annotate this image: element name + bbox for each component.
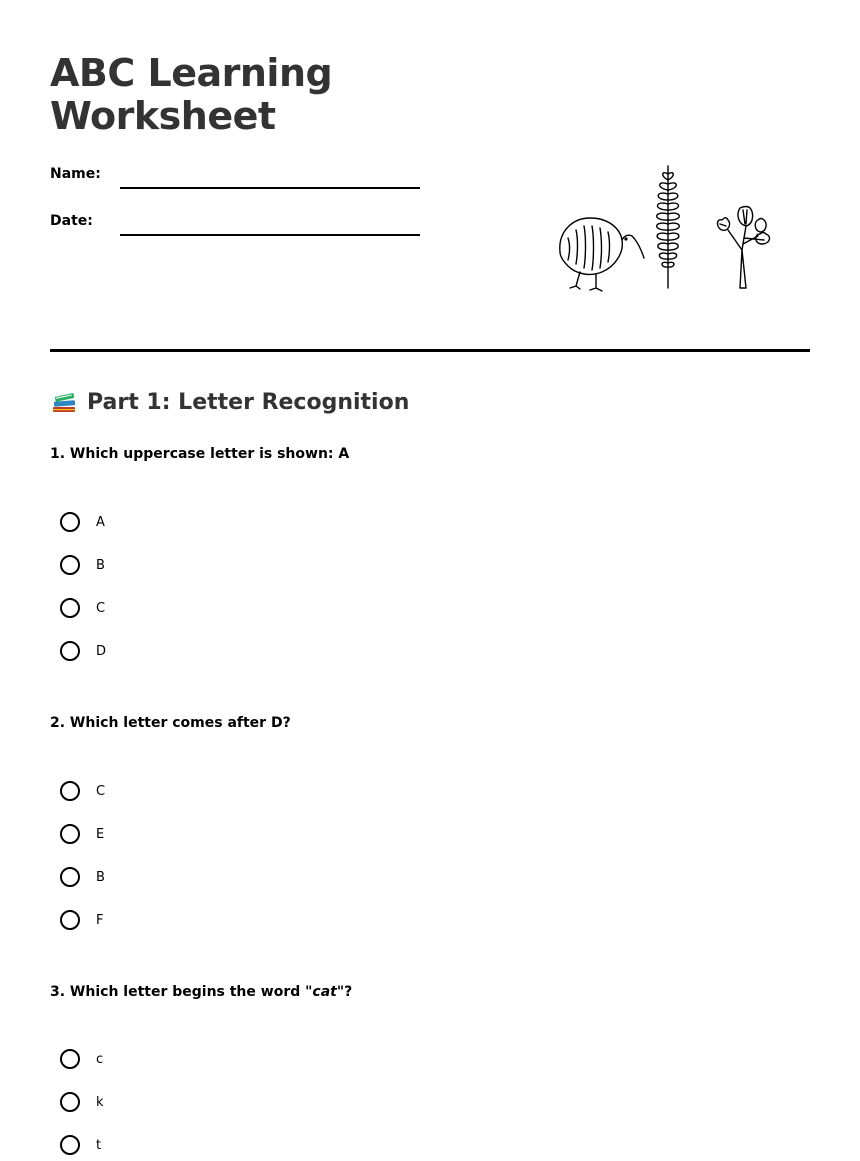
option-label: A [96, 514, 105, 530]
radio-button[interactable] [60, 598, 80, 618]
question-3-option-b[interactable] [60, 1089, 104, 1115]
nature-illustration [550, 160, 780, 300]
option-label: B [96, 557, 105, 573]
radio-button[interactable] [60, 1135, 80, 1155]
kiwi-bird-icon [560, 218, 644, 291]
option-label: C [96, 783, 106, 799]
option-label: E [96, 826, 105, 842]
question-3-option-a[interactable] [60, 1046, 103, 1072]
question-2-option-a[interactable] [60, 778, 105, 804]
question-3-word: cat [312, 984, 337, 1000]
question-2-option-c[interactable] [60, 864, 105, 890]
date-field[interactable] [120, 234, 420, 236]
option-label: c [96, 1051, 104, 1067]
option-label: k [96, 1094, 104, 1110]
question-3 [50, 984, 352, 1000]
flowering-plant-icon [718, 207, 770, 289]
worksheet-title: ABC Learning Worksheet [50, 51, 333, 138]
question-1-option-d[interactable] [60, 638, 106, 664]
question-1-option-b[interactable] [60, 552, 105, 578]
question-2-option-d[interactable] [60, 907, 103, 933]
radio-button[interactable] [60, 824, 80, 844]
radio-button[interactable] [60, 641, 80, 661]
radio-button[interactable] [60, 1092, 80, 1112]
fern-frond-icon [657, 166, 680, 288]
radio-button[interactable] [60, 1049, 80, 1069]
books-icon [50, 388, 78, 416]
part1-heading [50, 388, 409, 416]
option-label: C [96, 600, 106, 616]
option-label: t [96, 1137, 102, 1153]
option-label: B [96, 869, 105, 885]
radio-button[interactable] [60, 910, 80, 930]
question-2-option-b[interactable] [60, 821, 104, 847]
date-label: Date: [50, 213, 93, 229]
section-divider [50, 349, 810, 352]
radio-button[interactable] [60, 512, 80, 532]
question-1-option-a[interactable] [60, 509, 105, 535]
question-3-text-before: 3. Which letter begins the word " [50, 984, 313, 1000]
option-label: D [96, 643, 107, 659]
question-1-option-c[interactable] [60, 595, 105, 621]
name-label: Name: [50, 166, 101, 182]
radio-button[interactable] [60, 867, 80, 887]
name-field[interactable] [120, 187, 420, 189]
part1-heading-text: Part 1: Letter Recognition [87, 389, 410, 415]
radio-button[interactable] [60, 555, 80, 575]
question-3-option-c[interactable] [60, 1132, 101, 1158]
option-label: F [96, 912, 104, 928]
question-3-text-after: "? [336, 984, 353, 1000]
question-1: 1. Which uppercase letter is shown: A [50, 446, 350, 462]
radio-button[interactable] [60, 781, 80, 801]
question-2: 2. Which letter comes after D? [50, 715, 291, 731]
